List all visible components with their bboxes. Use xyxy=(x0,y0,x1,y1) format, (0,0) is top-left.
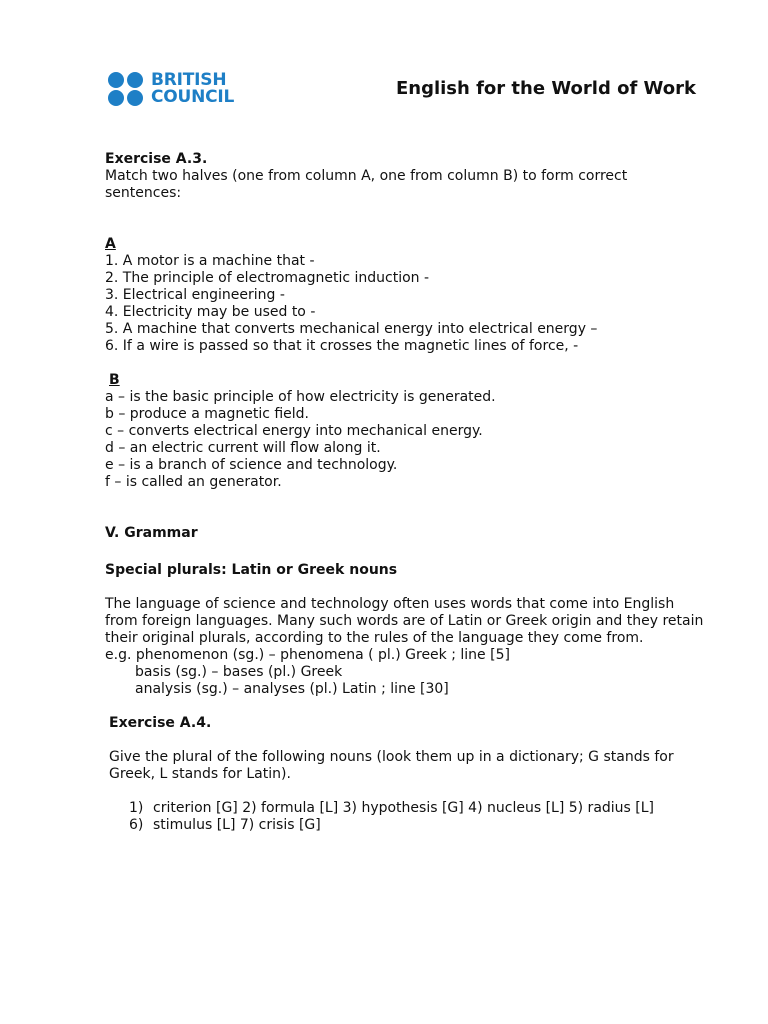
grammar-subheading: Special plurals: Latin or Greek nouns xyxy=(105,562,398,578)
column-a-label: A xyxy=(105,236,116,252)
column-b-item: a – is the basic principle of how electricity is generated. xyxy=(105,389,496,405)
column-a-item: 6. If a wire is passed so that it crosses the magnetic lines of force, - xyxy=(105,338,579,354)
grammar-example: e.g. phenomenon (sg.) – phenomena ( pl.) Greek ; line [5] xyxy=(105,647,510,663)
exercise-a4-list-item: 6) stimulus [L] 7) crisis [G] xyxy=(129,817,321,833)
column-b-item: e – is a branch of science and technology. xyxy=(105,457,398,473)
exercise-a4-heading: Exercise A.4. xyxy=(109,715,212,731)
column-b-label: B xyxy=(109,372,120,388)
exercise-a4-list-item: 1) criterion [G] 2) formula [L] 3) hypothesis [G] 4) nucleus [L] 5) radius [L] xyxy=(129,800,655,816)
exercise-a3-heading: Exercise A.3. xyxy=(105,151,208,167)
grammar-example: analysis (sg.) – analyses (pl.) Latin ; line [30] xyxy=(135,681,449,697)
column-a-item: 3. Electrical engineering - xyxy=(105,287,285,303)
column-a-item: 2. The principle of electromagnetic induction - xyxy=(105,270,430,286)
grammar-example: basis (sg.) – bases (pl.) Greek xyxy=(135,664,343,680)
british-council-logo xyxy=(108,71,234,107)
column-b-item: b – produce a magnetic field. xyxy=(105,406,310,422)
column-a-item: 5. A machine that converts mechanical energy into electrical energy – xyxy=(105,321,598,337)
grammar-heading: V. Grammar xyxy=(105,525,198,541)
column-a-item: 4. Electricity may be used to - xyxy=(105,304,316,320)
column-a-item: 1. A motor is a machine that - xyxy=(105,253,315,269)
logo-line-2: COUNCIL xyxy=(151,87,235,107)
exercise-a3-instruction: Match two halves (one from column A, one from column B) to form correct sentences: xyxy=(105,168,628,201)
column-b-item: f – is called an generator. xyxy=(105,474,282,490)
document-body xyxy=(105,151,705,834)
logo-dots-icon xyxy=(108,71,146,107)
exercise-a4-instruction: Give the plural of the following nouns (look them up in a dictionary; G stands for Greek, L stands for Latin). xyxy=(109,749,674,782)
grammar-paragraph: The language of science and technology often uses words that come into English from foreign languages. Many such words are of Latin or Greek origin and they retain their original plurals, according to the rules of the language they come from. xyxy=(105,596,704,646)
logo-wordmark xyxy=(151,72,234,106)
page-header-title: English for the World of Work xyxy=(395,78,696,99)
column-b-item: c – converts electrical energy into mechanical energy. xyxy=(105,423,483,439)
column-b-item: d – an electric current will flow along it. xyxy=(105,440,381,456)
logo-line-1: BRITISH xyxy=(151,70,227,90)
